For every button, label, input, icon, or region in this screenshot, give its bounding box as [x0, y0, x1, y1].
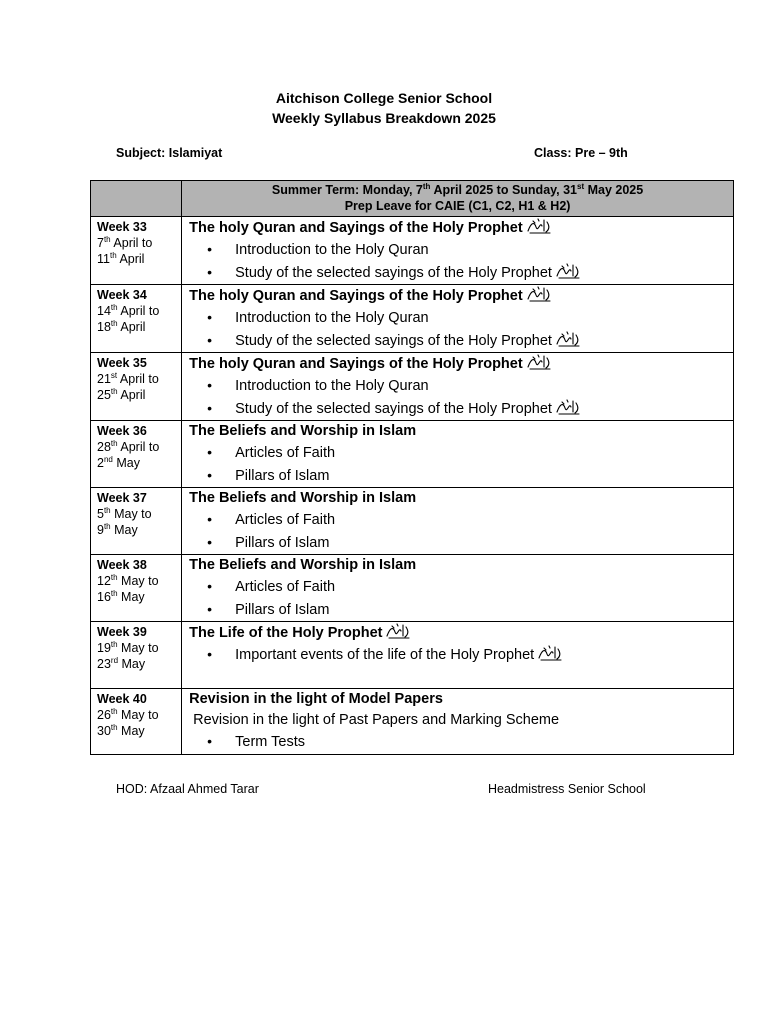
bullet-icon: • [207, 377, 213, 393]
topic-heading: Revision in the light of Model Papers [189, 691, 443, 707]
topic-list [189, 307, 733, 352]
topic-cell [182, 421, 734, 488]
week-label: Week 38 [97, 558, 147, 572]
pbuh-calligraphy-icon [526, 217, 552, 235]
bullet-icon: • [207, 263, 213, 280]
topic-list-item: • Pillars of Islam [207, 465, 733, 488]
week-label: Week 34 [97, 288, 147, 302]
topic-list [189, 576, 733, 621]
week-label: Week 37 [97, 491, 147, 505]
pbuh-calligraphy-icon [526, 353, 552, 371]
topic-list-item: • Articles of Faith [207, 509, 733, 532]
topic-heading: The holy Quran and Sayings of the Holy Prophet [189, 217, 733, 239]
week-start-date: 7th April to [97, 234, 153, 250]
term-line2: Prep Leave for CAIE (C1, C2, H1 & H2) [344, 199, 571, 213]
topic-list [189, 375, 733, 420]
week-label: Week 36 [97, 424, 147, 438]
topic-list-item: • Introduction to the Holy Quran [207, 307, 733, 330]
topic-list [189, 509, 733, 554]
hod-signature: HOD: Afzaal Ahmed Tarar [116, 782, 259, 796]
week-row [91, 488, 734, 555]
topic-list-item: • Introduction to the Holy Quran [207, 375, 733, 398]
topic-list [189, 644, 733, 667]
topic-heading: The Beliefs and Worship in Islam [189, 423, 417, 439]
document-title: Weekly Syllabus Breakdown 2025 [272, 110, 496, 126]
topic-list-item: • Introduction to the Holy Quran [207, 239, 733, 262]
week-cell [91, 353, 182, 421]
pbuh-calligraphy-icon [537, 644, 563, 662]
week-cell [91, 689, 182, 755]
topic-list-item: • Study of the selected sayings of the Holy Prophet [207, 398, 733, 421]
pbuh-calligraphy-icon [555, 262, 581, 280]
term-header-cell [182, 181, 734, 217]
week-row [91, 217, 734, 285]
topic-cell [182, 217, 734, 285]
week-cell [91, 421, 182, 488]
week-row [91, 353, 734, 421]
bullet-icon: • [207, 733, 213, 749]
topic-cell [182, 622, 734, 689]
bullet-icon: • [207, 600, 213, 617]
week-end-date: 11th April [97, 250, 145, 266]
topic-cell [182, 555, 734, 622]
headmistress-signature: Headmistress Senior School [488, 782, 646, 796]
week-row [91, 285, 734, 353]
week-end-date: 23rd May [97, 655, 146, 671]
week-label: Week 33 [97, 220, 147, 234]
week-label: Week 39 [97, 625, 147, 639]
week-end-date: 16th May [97, 588, 145, 604]
bullet-icon: • [207, 309, 213, 325]
week-cell [91, 622, 182, 689]
topic-list [189, 731, 733, 754]
topic-list-item: • Study of the selected sayings of the Holy Prophet [207, 330, 733, 353]
topic-list [189, 239, 733, 284]
term-header-empty-cell [91, 181, 182, 217]
topic-subheading: Revision in the light of Past Papers and Marking Scheme [193, 712, 560, 728]
pbuh-calligraphy-icon [385, 622, 411, 640]
week-label: Week 40 [97, 692, 147, 706]
school-name: Aitchison College Senior School [275, 90, 493, 106]
topic-cell [182, 285, 734, 353]
bullet-icon: • [207, 646, 213, 662]
week-end-date: 9th May [97, 521, 138, 537]
week-start-date: 5th May to [97, 505, 152, 521]
topic-list-item: • Articles of Faith [207, 576, 733, 599]
week-end-date: 2nd May [97, 454, 140, 470]
topic-heading: The holy Quran and Sayings of the Holy Prophet [189, 285, 733, 307]
bullet-icon: • [207, 241, 213, 257]
topic-list-item: • Important events of the life of the Holy Prophet [207, 644, 733, 667]
topic-list-item: • Pillars of Islam [207, 599, 733, 622]
week-row [91, 421, 734, 488]
pbuh-calligraphy-icon [555, 330, 581, 348]
week-start-date: 14th April to [97, 302, 160, 318]
week-cell [91, 217, 182, 285]
term-header-row [91, 181, 734, 217]
pbuh-calligraphy-icon [526, 285, 552, 303]
topic-heading: The Life of the Holy Prophet [189, 622, 733, 644]
bullet-icon: • [207, 331, 213, 348]
topic-list-item: • Study of the selected sayings of the Holy Prophet [207, 262, 733, 285]
bullet-icon: • [207, 444, 213, 460]
topic-list-item: • Pillars of Islam [207, 532, 733, 555]
week-start-date: 21st April to [97, 370, 159, 386]
week-start-date: 26th May to [97, 706, 159, 722]
term-line1: Summer Term: Monday, 7th April 2025 to Sunday, 31st May 2025 [271, 181, 644, 197]
syllabus-table [90, 180, 734, 755]
topic-list-item: • Term Tests [207, 731, 733, 754]
bullet-icon: • [207, 578, 213, 594]
bullet-icon: • [207, 511, 213, 527]
pbuh-calligraphy-icon [555, 398, 581, 416]
topic-list [189, 442, 733, 487]
bullet-icon: • [207, 533, 213, 550]
topic-heading: The Beliefs and Worship in Islam [189, 490, 417, 506]
topic-cell [182, 353, 734, 421]
week-row [91, 555, 734, 622]
week-cell [91, 488, 182, 555]
week-end-date: 18th April [97, 318, 146, 334]
week-cell [91, 555, 182, 622]
week-label: Week 35 [97, 356, 147, 370]
bullet-icon: • [207, 399, 213, 416]
week-cell [91, 285, 182, 353]
week-start-date: 28th April to [97, 438, 160, 454]
bullet-icon: • [207, 466, 213, 483]
week-start-date: 12th May to [97, 572, 159, 588]
week-end-date: 30th May [97, 722, 145, 738]
week-rows [91, 217, 734, 755]
topic-list-item: • Articles of Faith [207, 442, 733, 465]
subject-label: Subject: Islamiyat [116, 146, 223, 160]
class-label: Class: Pre – 9th [534, 146, 628, 160]
topic-heading: The holy Quran and Sayings of the Holy Prophet [189, 353, 733, 375]
week-start-date: 19th May to [97, 639, 159, 655]
topic-heading: The Beliefs and Worship in Islam [189, 557, 417, 573]
topic-cell [182, 488, 734, 555]
week-end-date: 25th April [97, 386, 146, 402]
week-row [91, 689, 734, 755]
topic-cell [182, 689, 734, 755]
week-row [91, 622, 734, 689]
